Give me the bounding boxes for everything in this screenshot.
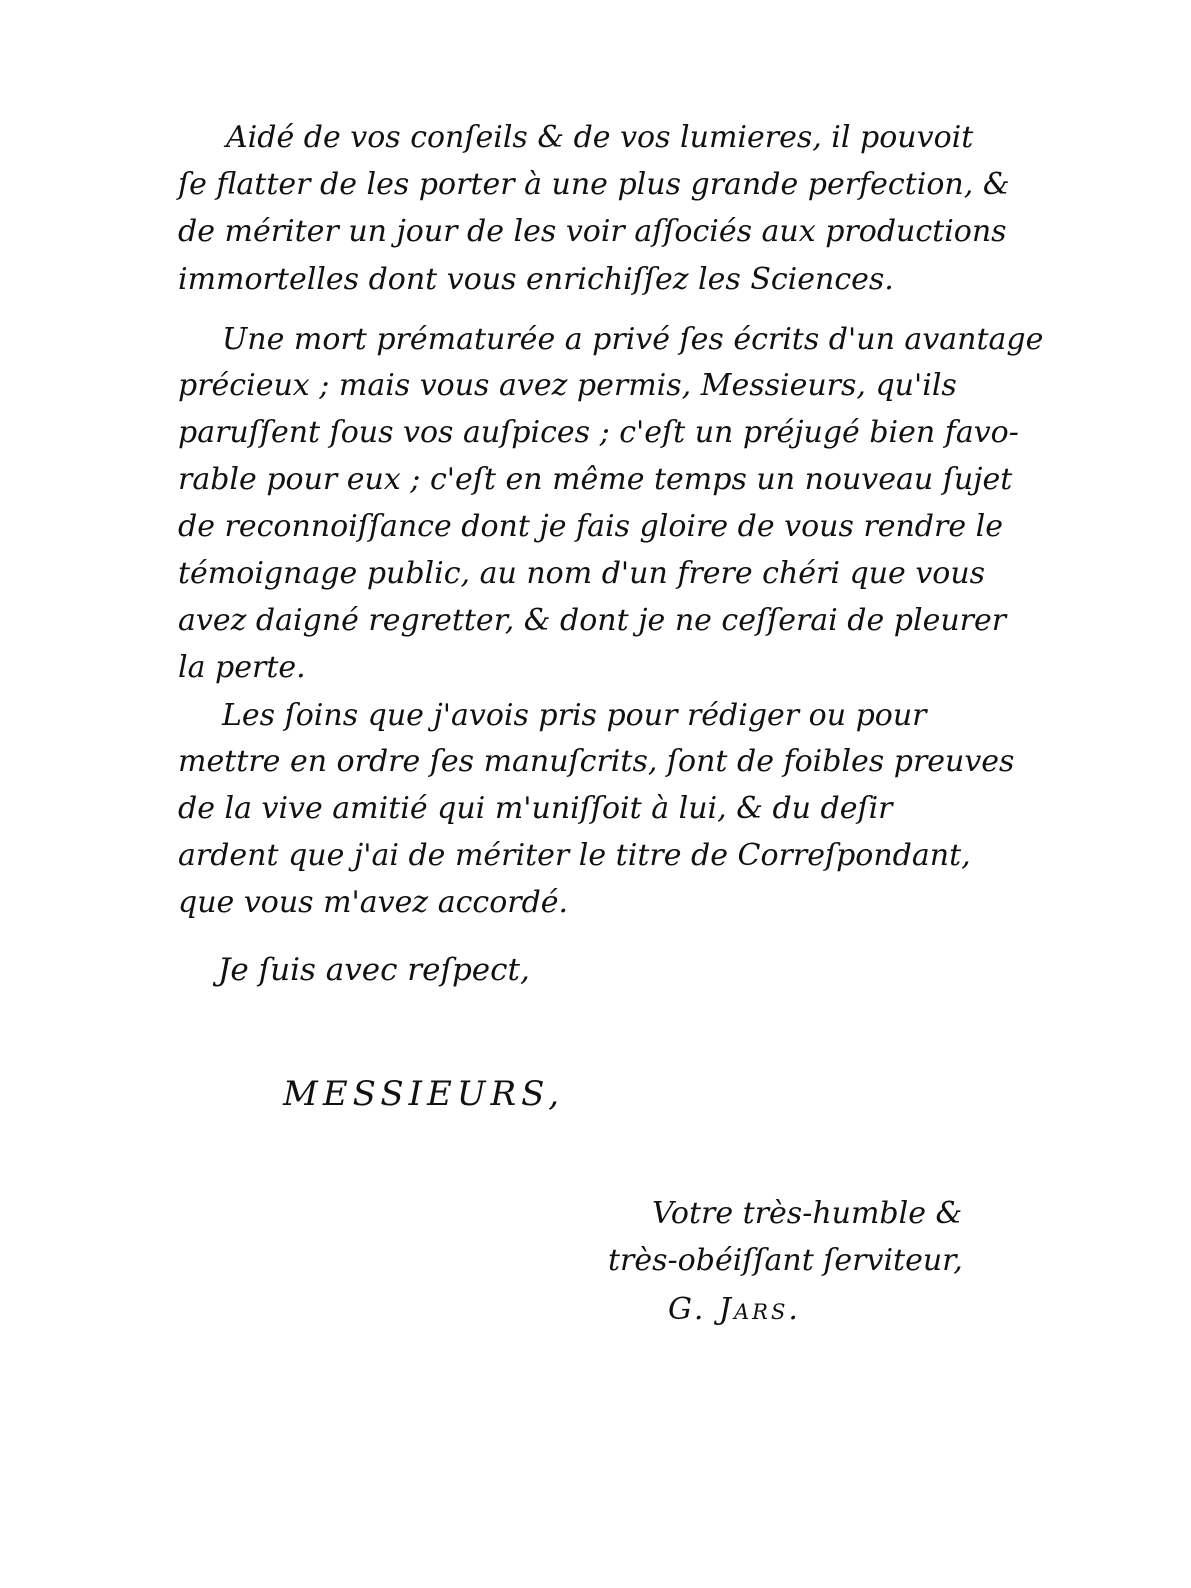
paragraph3-line4: ardent que j'ai de mériter le titre de Correſpondant, [178, 838, 971, 873]
paragraph3-line5: que vous m'avez accordé. [178, 885, 569, 920]
paragraph1-line2: ſe flatter de les porter à une plus grande perfection, & [178, 167, 1010, 202]
paragraph2-line1: Une mort prématurée a privé ſes écrits d'un avantage [222, 322, 1044, 357]
paragraph2-line4: rable pour eux ; c'eſt en même temps un nouveau ſujet [178, 462, 1013, 497]
signature-line2: très-obéiſſant ſerviteur, [608, 1243, 963, 1278]
paragraph2-line8: la perte. [178, 650, 306, 685]
paragraph1-line4: immortelles dont vous enrichiſſez les Sciences. [178, 262, 894, 297]
signature-name: G. Jars. [668, 1292, 801, 1327]
paragraph2-line6: témoignage public, au nom d'un frere chéri que vous [178, 556, 986, 591]
signature-line1: Votre très-humble & [652, 1196, 963, 1231]
paragraph3-line1: Les ſoins que j'avois pris pour rédiger ou pour [222, 698, 927, 733]
paragraph3-line2: mettre en ordre ſes manuſcrits, ſont de foibles preuves [178, 744, 1015, 779]
paragraph2-line2: précieux ; mais vous avez permis, Messieurs, qu'ils [178, 368, 957, 403]
paragraph1-line1: Aidé de vos conſeils & de vos lumieres, il pouvoit [226, 120, 974, 155]
paragraph2-line7: avez daigné regretter, & dont je ne ceſſerai de pleurer [178, 603, 1007, 638]
closing-line: Je ſuis avec reſpect, [218, 952, 530, 988]
paragraph1-line3: de mériter un jour de les voir aſſociés aux productions [178, 214, 1007, 249]
salutation: MESSIEURS, [283, 1074, 565, 1114]
paragraph3-line3: de la vive amitié qui m'uniſſoit à lui, & du deſir [178, 791, 893, 826]
paragraph2-line3: paruſſent ſous vos auſpices ; c'eſt un préjugé bien favo- [178, 415, 1019, 450]
paragraph2-line5: de reconnoiſſance dont je fais gloire de vous rendre le [178, 509, 1003, 544]
